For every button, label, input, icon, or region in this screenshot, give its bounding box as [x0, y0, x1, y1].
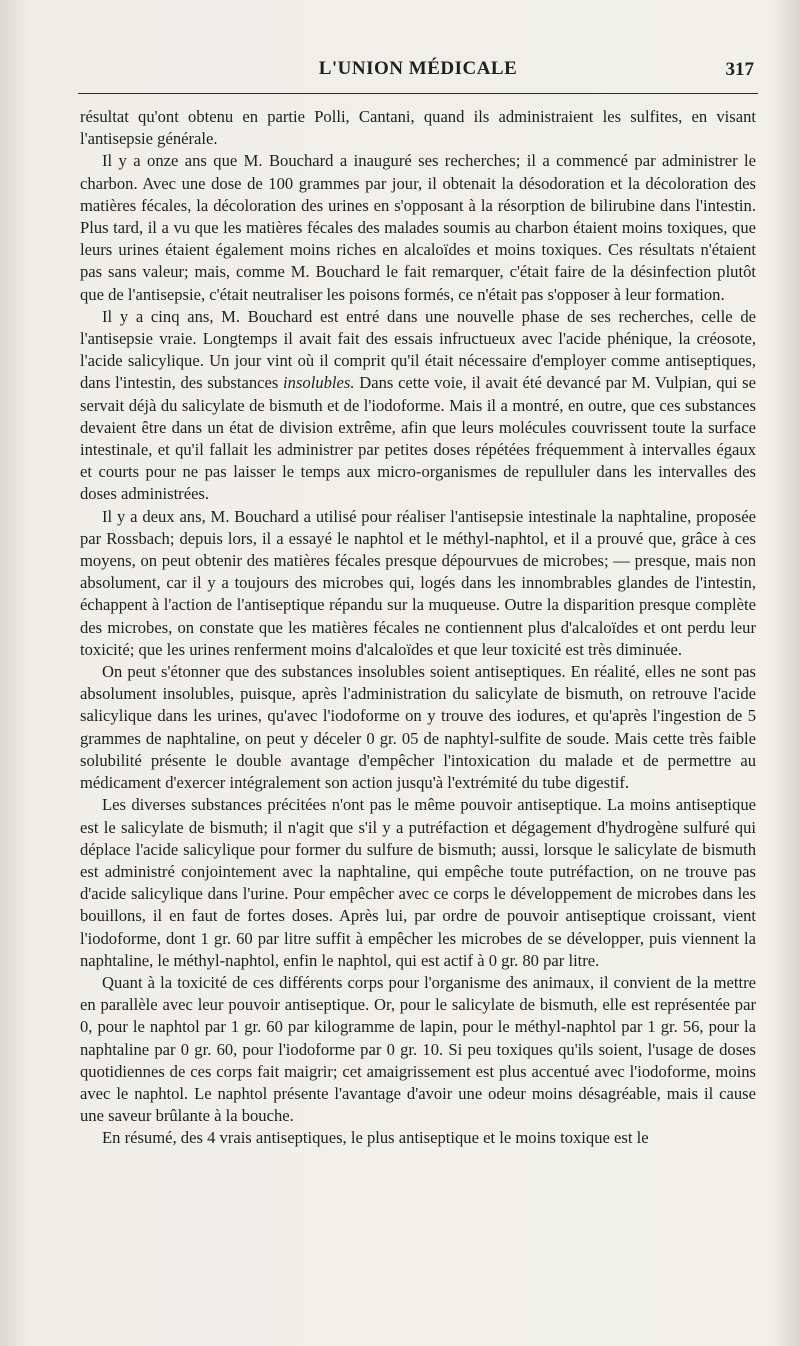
article-body — [80, 106, 756, 1150]
running-head: L'UNION MÉDICALE — [318, 58, 518, 79]
emphasis-insolubles: insolubles. — [283, 373, 355, 393]
paragraph-6: Les diverses substances précitées n'ont pas le même pouvoir antiseptique. La moins antiseptique est le salicylate de bismuth; il n'agit que s'il y a putréfaction et dégagement d'hydrogène sulfuré qui déplace l'acide salicylique pour former du sulfure de bismuth; aussi, lorsque le salicylate de bismuth est administré conjointement avec la naphtaline, qui empêche toute putréfaction, on ne trouve pas d'acide salicylique dans l'urine. Pour empêcher avec ce corps le développement de microbes dans les bouillons, il en faut de fortes doses. Après lui, par ordre de pouvoir antiseptique croissant, vient l'iodoforme, dont 1 gr. 60 par litre suffit à empêcher les microbes de se développer, puis viennent la naphtaline, le méthyl-naphtol, enfin le naphtol, qui est actif à 0 gr. 80 par litre. — [80, 795, 756, 970]
paragraph-2: Il y a onze ans que M. Bouchard a inauguré ses recherches; il a commencé par administrer le charbon. Avec une dose de 100 grammes par jour, il obtenait la désodoration et la décoloration des matières fécales, la décoloration des urines en s'opposant à la résorption de bilirubine dans l'intestin. Plus tard, il a vu que les matières fécales des malades soumis au charbon étaient moins toxiques, que leurs urines étaient également moins riches en alcaloïdes et moins toxiques. Ces résultats n'étaient pas sans valeur; mais, comme M. Bouchard le fait remarquer, c'était faire de la désinfection plutôt que de l'antisepsie, c'était neutraliser les poisons formés, ce n'était pas s'opposer à leur formation. — [80, 151, 756, 304]
paragraph-1: résultat qu'ont obtenu en partie Polli, Cantani, quand ils administraient les sulfites, en visant l'antisepsie générale. — [80, 107, 756, 149]
paragraph-4: Il y a deux ans, M. Bouchard a utilisé pour réaliser l'antisepsie intestinale la naphtaline, proposée par Rossbach; depuis lors, il a essayé le naphtol et le méthyl-naphtol, et il a prouvé que, grâce à ces moyens, on peut obtenir des matières fécales presque dépourvues de microbes; — presque, mais non absolument, car il y a toujours des microbes qui, logés dans les innombrables glandes de l'intestin, échappent à l'action de l'antiseptique répandu sur la muqueuse. Outre la disparition presque complète des microbes, on constate que les matières fécales ne contiennent plus d'alcaloïdes et ont perdu leur toxicité; que les urines renferment moins d'alcaloïdes et que leur toxicité est très diminuée. — [80, 506, 756, 659]
paragraph-3-part-1: Il y a cinq ans, M. Bouchard est entré dans une nouvelle phase de ses recherches, celle de l'antisepsie vraie. Longtemps il avait fait des essais infructueux avec l'acide phénique, la créosote, l'acide salicylique. Un jour vint où il comprit qu'il était nécessaire d'employer comme antiseptiques, dans l'intestin, des substances — [80, 306, 756, 393]
paragraph-3 — [80, 306, 756, 506]
paragraph-5: On peut s'étonner que des substances insolubles soient antiseptiques. En réalité, elles ne sont pas absolument insolubles, puisque, après l'administration du salicylate de bismuth, on retrouve l'acide salicylique dans les urines, qu'avec l'iodoforme on y trouve des iodures, et qu'après l'ingestion de 5 grammes de naphtaline, on peut y déceler 0 gr. 05 de naphtyl-sulfite de soude. Mais cette très faible solubilité présente le double avantage d'empêcher l'intoxication du malade et de permettre au médicament d'exercer intégralement son action jusqu'à l'extrémité du tube digestif. — [80, 662, 756, 793]
paragraph-7: Quant à la toxicité de ces différents corps pour l'organisme des animaux, il convient de la mettre en parallèle avec leur pouvoir antiseptique. Or, pour le salicylate de bismuth, elle est représentée par 0, pour le naphtol par 1 gr. 60 par kilogramme de lapin, pour le méthyl-naphtol par 1 gr. 56, pour la naphtaline par 0 gr. 60, pour l'iodoforme par 0 gr. 10. Si peu toxiques qu'ils soient, l'usage de doses quotidiennes de ces corps fait maigrir; cet amaigrissement est plus accentué avec l'iodoforme, moins avec le naphtol. Le naphtol présente l'avantage d'avoir une odeur moins désagréable, mais il cause une saveur brûlante à la bouche. — [80, 972, 756, 1126]
page-header — [78, 58, 758, 88]
paragraph-3-part-2: Dans cette voie, il avait été devancé par M. Vulpian, qui se servait déjà du salicylate de bismuth et de l'iodoforme. Mais il a montré, en outre, que ces substances devaient être dans un état de division extrême, afin que leurs molécules couvrissent toute la surface intestinale, et qu'il fallait les administrer par petites doses répétées fréquemment à intervalles égaux et courts pour ne pas laisser le temps aux micro-organismes de repulluler dans les intervalles des doses administrées. — [80, 373, 756, 504]
page-number: 317 — [725, 59, 754, 80]
paragraph-8: En résumé, des 4 vrais antiseptiques, le plus antiseptique et le moins toxique est le — [102, 1128, 649, 1148]
header-rule — [78, 93, 758, 94]
